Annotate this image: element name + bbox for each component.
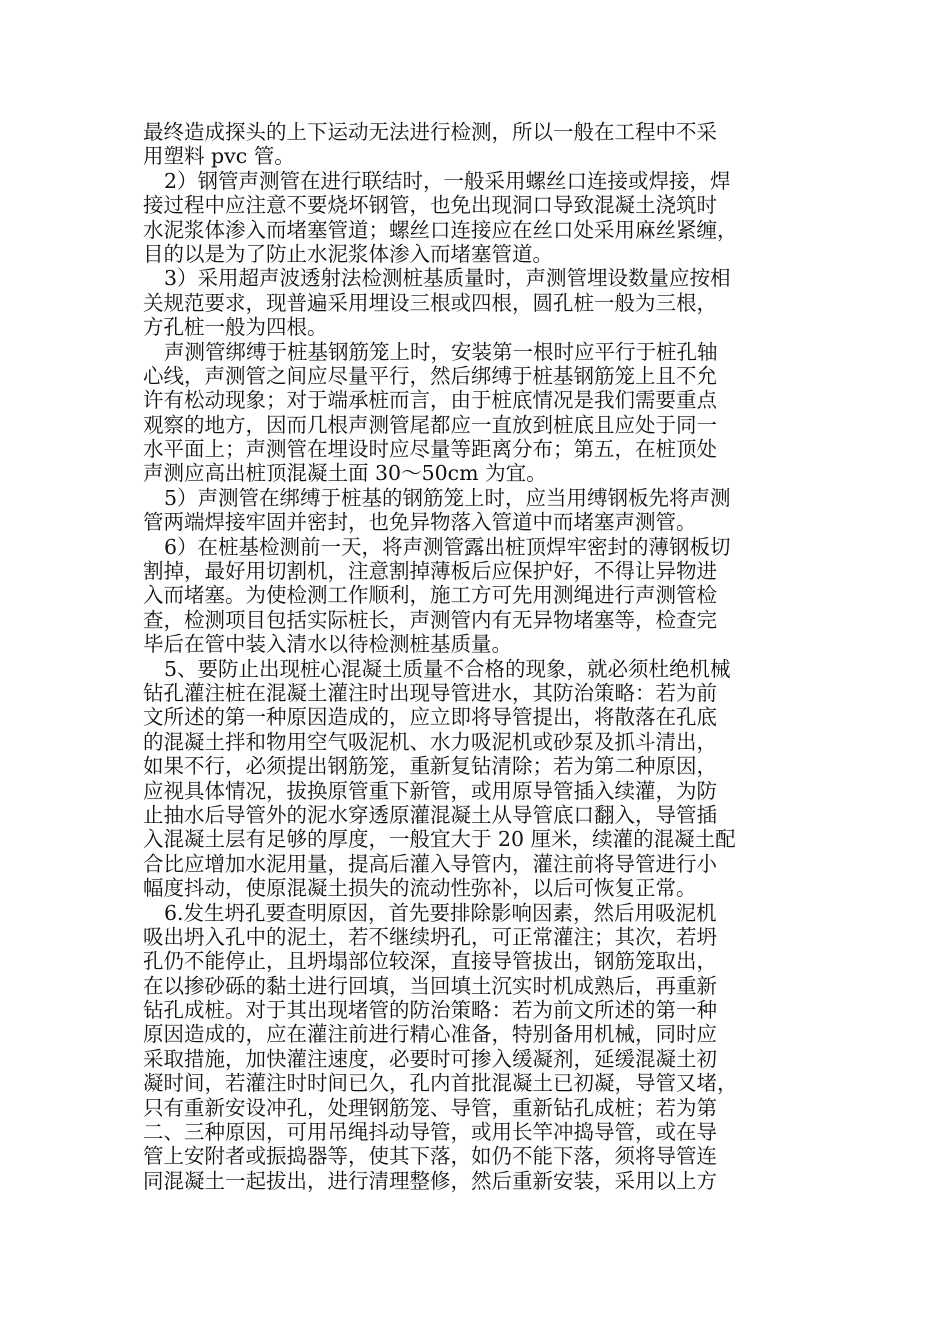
text-line: 孔仍不能停止，且坍塌部位较深，直接导管拔出，钢筋笼取出，: [143, 949, 717, 974]
text-line: 6.发生坍孔要查明原因，首先要排除影响因素，然后用吸泥机: [164, 900, 717, 925]
text-line: 在以掺砂砾的黏土进行回填，当回填土沉实时机成熟后，再重新: [143, 973, 717, 998]
text-line: 凝时间，若灌注时时间已久，孔内首批混凝土已初凝，导管又堵，: [143, 1071, 738, 1096]
text-line: 许有松动现象；对于端承桩而言，由于桩底情况是我们需要重点: [143, 388, 717, 413]
text-line: 毕后在管中装入清水以待检测桩基质量。: [143, 632, 512, 657]
text-line: 水平面上；声测管在埋设时应尽量等距离分布；第五，在桩顶处: [143, 437, 717, 462]
text-line: 声测应高出桩顶混凝土面 30～50cm 为宜。: [143, 461, 547, 486]
text-line: 文所述的第一种原因造成的，应立即将导管提出，将散落在孔底: [143, 705, 717, 730]
text-line: 割掉，最好用切割机，注意割掉薄板后应保护好，不得让异物进: [143, 559, 717, 584]
text-line: 2）钢管声测管在进行联结时，一般采用螺丝口连接或焊接，焊: [164, 168, 731, 193]
text-line: 3）采用超声波透射法检测桩基质量时，声测管埋设数量应按相: [164, 266, 731, 291]
text-line: 钻孔成桩。对于其出现堵管的防治策略：若为前文所述的第一种: [143, 998, 717, 1023]
text-line: 吸出坍入孔中的泥土，若不继续坍孔，可正常灌注；其次，若坍: [143, 924, 717, 949]
text-line: 目的以是为了防止水泥浆体渗入而堵塞管道。: [143, 241, 553, 266]
text-line: 用塑料 pvc 管。: [143, 144, 295, 169]
text-line: 管上安附者或振捣器等，使其下落，如仍不能下落，须将导管连: [143, 1144, 717, 1169]
text-line: 查，检测项目包括实际桩长，声测管内有无异物堵塞等，检查完: [143, 607, 717, 632]
text-line: 如果不行，必须提出钢筋笼，重新复钻清除；若为第二种原因，: [143, 754, 717, 779]
text-line: 原因造成的，应在灌注前进行精心准备，特别备用机械，同时应: [143, 1022, 717, 1047]
text-line: 5、要防止出现桩心混凝土质量不合格的现象，就必须杜绝机械: [164, 656, 731, 681]
text-line: 钻孔灌注桩在混凝土灌注时出现导管进水，其防治策略：若为前: [143, 680, 717, 705]
text-line: 最终造成探头的上下运动无法进行检测，所以一般在工程中不采: [143, 120, 717, 144]
body-text: [143, 120, 783, 1193]
text-line: 管两端焊接牢固并密封，也免异物落入管道中而堵塞声测管。: [143, 510, 697, 535]
text-line: 采取措施，加快灌注速度，必要时可掺入缓凝剂，延缓混凝土初: [143, 1046, 717, 1071]
text-line: 只有重新安设冲孔，处理钢筋笼、导管，重新钻孔成桩；若为第: [143, 1095, 717, 1120]
text-line: 幅度抖动，使原混凝土损失的流动性弥补，以后可恢复正常。: [143, 876, 697, 901]
text-line: 应视具体情况，拔换原管重下新管，或用原导管插入续灌，为防: [143, 778, 717, 803]
text-line: 5）声测管在绑缚于桩基的钢筋笼上时，应当用缚钢板先将声测: [164, 485, 731, 510]
text-line: 心线，声测管之间应尽量平行，然后绑缚于桩基钢筋笼上且不允: [143, 363, 717, 388]
text-line: 接过程中应注意不要烧坏钢管，也免出现洞口导致混凝土浇筑时: [143, 193, 717, 218]
text-line: 的混凝土拌和物用空气吸泥机、水力吸泥机或砂泵及抓斗清出，: [143, 729, 717, 754]
text-line: 6）在桩基检测前一天，将声测管露出桩顶焊牢密封的薄钢板切: [164, 534, 731, 559]
text-line: 同混凝土一起拔出，进行清理整修，然后重新安装，采用以上方: [143, 1168, 717, 1193]
text-line: 声测管绑缚于桩基钢筋笼上时，安装第一根时应平行于桩孔轴: [164, 339, 718, 364]
text-line: 止抽水后导管外的泥水穿透原灌混凝土从导管底口翻入，导管插: [143, 802, 717, 827]
text-line: 观察的地方，因而几根声测管尾都应一直放到桩底且应处于同一: [143, 412, 717, 437]
text-line: 入而堵塞。为使检测工作顺利，施工方可先用测绳进行声测管检: [143, 583, 717, 608]
text-line: 合比应增加水泥用量，提高后灌入导管内，灌注前将导管进行小: [143, 851, 717, 876]
text-line: 水泥浆体渗入而堵塞管道；螺丝口连接应在丝口处采用麻丝紧缠，: [143, 217, 738, 242]
text-line: 关规范要求，现普遍采用埋设三根或四根，圆孔桩一般为三根，: [143, 290, 717, 315]
text-line: 入混凝土层有足够的厚度，一般宜大于 20 厘米，续灌的混凝土配: [143, 827, 736, 852]
text-line: 方孔桩一般为四根。: [143, 315, 328, 340]
text-line: 二、三种原因，可用吊绳抖动导管，或用长竿冲捣导管，或在导: [143, 1120, 717, 1145]
